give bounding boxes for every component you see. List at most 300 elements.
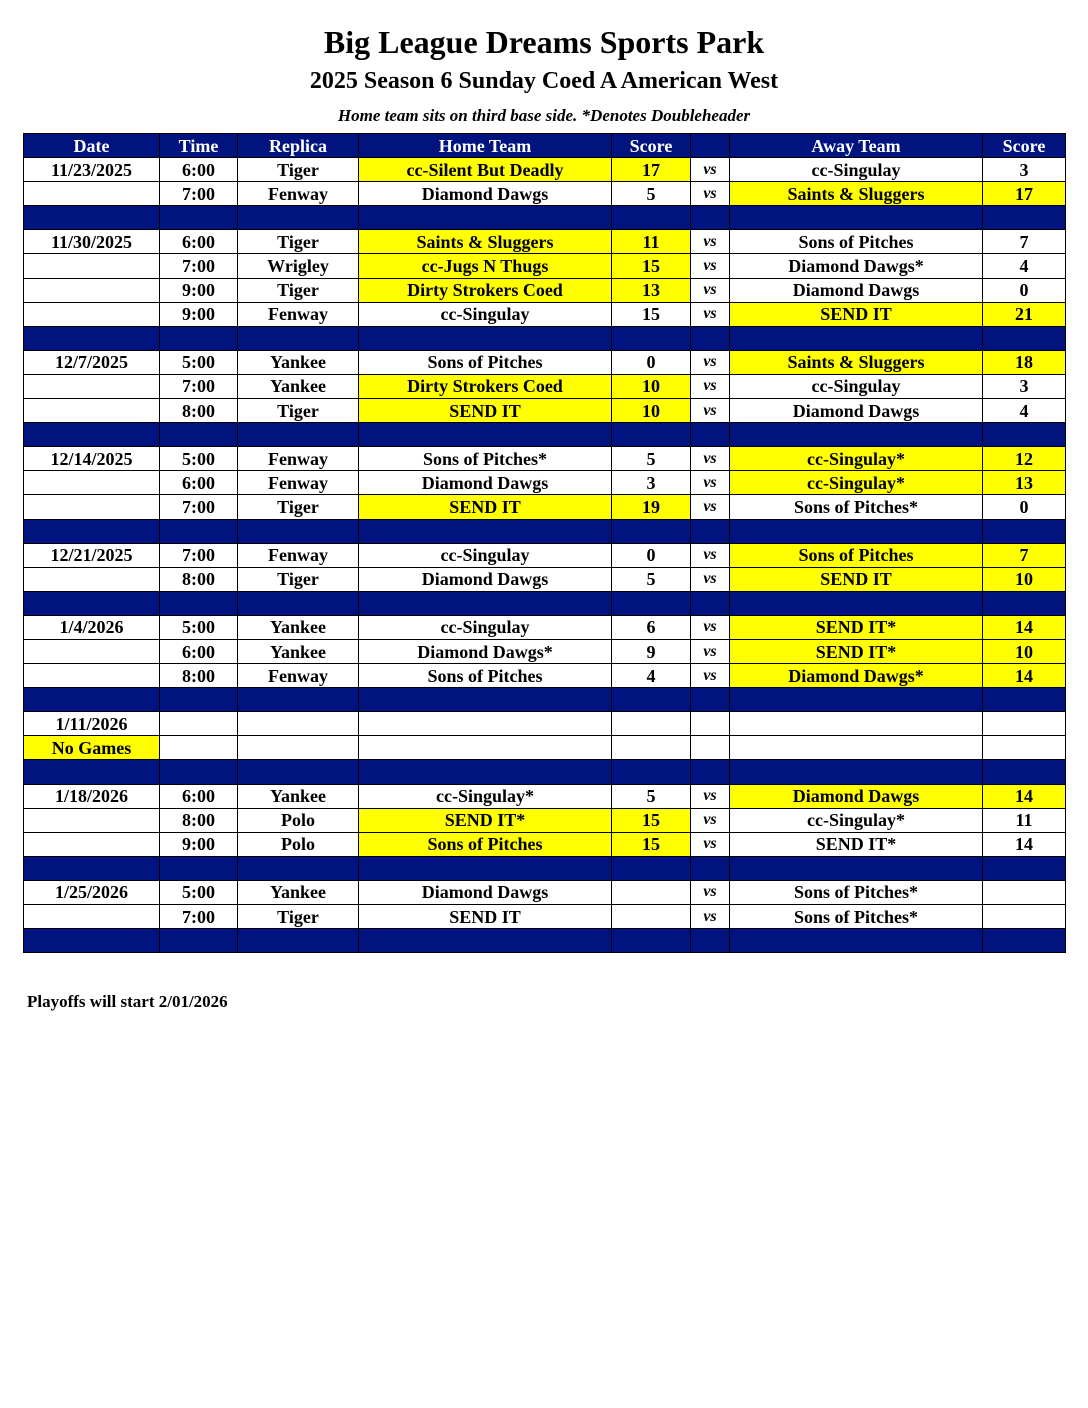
vs-cell: vs (691, 278, 730, 302)
away-score-cell: 0 (983, 495, 1066, 519)
separator-cell (983, 760, 1066, 784)
away-team-cell: cc-Singulay* (730, 808, 983, 832)
home-team-cell: Dirty Strokers Coed (359, 278, 612, 302)
time-cell: 6:00 (160, 784, 238, 808)
vs-cell: vs (691, 230, 730, 254)
separator-row (24, 206, 1066, 230)
home-team-cell: Sons of Pitches (359, 832, 612, 856)
separator-row (24, 856, 1066, 880)
date-cell (24, 302, 160, 326)
date-cell: 12/7/2025 (24, 350, 160, 374)
vs-cell: vs (691, 302, 730, 326)
time-cell: 5:00 (160, 447, 238, 471)
home-score-cell (612, 712, 691, 736)
away-team-cell: Sons of Pitches* (730, 880, 983, 904)
table-row (24, 567, 1066, 591)
time-cell: 8:00 (160, 808, 238, 832)
date-cell: 1/18/2026 (24, 784, 160, 808)
separator-cell (160, 760, 238, 784)
replica-cell: Yankee (238, 784, 359, 808)
replica-cell: Fenway (238, 182, 359, 206)
separator-cell (238, 591, 359, 615)
home-team-cell: cc-Singulay* (359, 784, 612, 808)
replica-cell: Yankee (238, 639, 359, 663)
time-cell: 9:00 (160, 278, 238, 302)
table-row (24, 808, 1066, 832)
home-score-cell: 5 (612, 784, 691, 808)
col-header-replica: Replica (238, 134, 359, 158)
away-team-cell: SEND IT (730, 567, 983, 591)
separator-cell (612, 688, 691, 712)
away-score-cell: 10 (983, 639, 1066, 663)
away-team-cell: cc-Singulay* (730, 471, 983, 495)
table-row (24, 832, 1066, 856)
home-score-cell: 5 (612, 567, 691, 591)
replica-cell: Tiger (238, 567, 359, 591)
separator-cell (24, 326, 160, 350)
separator-cell (160, 519, 238, 543)
home-team-cell: Sons of Pitches* (359, 447, 612, 471)
away-score-cell: 14 (983, 615, 1066, 639)
home-score-cell (612, 736, 691, 760)
away-team-cell (730, 736, 983, 760)
home-score-cell: 5 (612, 182, 691, 206)
home-team-cell: Diamond Dawgs (359, 567, 612, 591)
table-row (24, 374, 1066, 398)
away-team-cell: Diamond Dawgs (730, 278, 983, 302)
date-cell: 11/23/2025 (24, 158, 160, 182)
date-cell (24, 182, 160, 206)
separator-cell (983, 856, 1066, 880)
time-cell (160, 736, 238, 760)
schedule-body (24, 158, 1066, 953)
date-cell (24, 639, 160, 663)
separator-cell (24, 423, 160, 447)
replica-cell: Tiger (238, 399, 359, 423)
date-cell (24, 254, 160, 278)
time-cell: 7:00 (160, 495, 238, 519)
separator-cell (24, 929, 160, 953)
separator-cell (983, 326, 1066, 350)
vs-cell: vs (691, 808, 730, 832)
separator-cell (612, 929, 691, 953)
separator-cell (359, 326, 612, 350)
home-team-cell: Diamond Dawgs (359, 182, 612, 206)
away-score-cell: 3 (983, 158, 1066, 182)
date-cell: 12/14/2025 (24, 447, 160, 471)
separator-cell (238, 423, 359, 447)
separator-cell (160, 206, 238, 230)
home-score-cell: 10 (612, 399, 691, 423)
separator-cell (730, 688, 983, 712)
time-cell: 9:00 (160, 832, 238, 856)
replica-cell: Tiger (238, 495, 359, 519)
vs-cell: vs (691, 495, 730, 519)
home-score-cell: 13 (612, 278, 691, 302)
time-cell: 6:00 (160, 230, 238, 254)
home-team-cell: Dirty Strokers Coed (359, 374, 612, 398)
separator-cell (359, 423, 612, 447)
date-cell (24, 374, 160, 398)
separator-cell (160, 326, 238, 350)
separator-cell (691, 326, 730, 350)
home-team-cell: Sons of Pitches (359, 664, 612, 688)
vs-cell: vs (691, 880, 730, 904)
separator-cell (730, 519, 983, 543)
separator-cell (359, 760, 612, 784)
away-score-cell: 0 (983, 278, 1066, 302)
time-cell: 8:00 (160, 567, 238, 591)
separator-cell (238, 688, 359, 712)
playoffs-note: Playoffs will start 2/01/2026 (27, 992, 228, 1011)
col-header-date: Date (24, 134, 160, 158)
table-row (24, 158, 1066, 182)
away-team-cell: SEND IT (730, 302, 983, 326)
date-cell (24, 471, 160, 495)
vs-cell: vs (691, 182, 730, 206)
separator-cell (24, 688, 160, 712)
separator-cell (691, 591, 730, 615)
table-row (24, 543, 1066, 567)
home-score-cell (612, 880, 691, 904)
separator-cell (359, 856, 612, 880)
separator-cell (238, 206, 359, 230)
vs-cell: vs (691, 567, 730, 591)
replica-cell: Polo (238, 808, 359, 832)
home-score-cell: 0 (612, 543, 691, 567)
separator-cell (238, 326, 359, 350)
separator-cell (24, 591, 160, 615)
replica-cell: Fenway (238, 302, 359, 326)
away-score-cell: 17 (983, 182, 1066, 206)
time-cell: 7:00 (160, 543, 238, 567)
away-score-cell: 18 (983, 350, 1066, 374)
table-row (24, 784, 1066, 808)
separator-cell (359, 929, 612, 953)
table-row (24, 399, 1066, 423)
replica-cell: Tiger (238, 158, 359, 182)
home-score-cell: 15 (612, 808, 691, 832)
home-score-cell: 0 (612, 350, 691, 374)
time-cell: 5:00 (160, 615, 238, 639)
separator-cell (983, 688, 1066, 712)
separator-cell (691, 423, 730, 447)
separator-row (24, 423, 1066, 447)
separator-cell (359, 206, 612, 230)
table-row (24, 712, 1066, 736)
separator-cell (160, 856, 238, 880)
replica-cell: Fenway (238, 471, 359, 495)
separator-row (24, 591, 1066, 615)
away-score-cell (983, 905, 1066, 929)
away-score-cell (983, 736, 1066, 760)
replica-cell: Fenway (238, 543, 359, 567)
away-team-cell: SEND IT* (730, 832, 983, 856)
separator-cell (730, 591, 983, 615)
table-row (24, 302, 1066, 326)
time-cell: 7:00 (160, 905, 238, 929)
time-cell: 5:00 (160, 350, 238, 374)
vs-cell: vs (691, 399, 730, 423)
home-score-cell: 10 (612, 374, 691, 398)
date-cell: 1/4/2026 (24, 615, 160, 639)
separator-cell (238, 760, 359, 784)
away-team-cell: Saints & Sluggers (730, 182, 983, 206)
separator-cell (160, 591, 238, 615)
away-team-cell: Sons of Pitches (730, 230, 983, 254)
away-score-cell: 3 (983, 374, 1066, 398)
date-cell (24, 567, 160, 591)
time-cell: 6:00 (160, 158, 238, 182)
separator-cell (24, 856, 160, 880)
away-score-cell: 14 (983, 784, 1066, 808)
home-team-cell (359, 712, 612, 736)
home-team-cell: cc-Singulay (359, 302, 612, 326)
replica-cell: Tiger (238, 905, 359, 929)
home-team-cell: SEND IT (359, 399, 612, 423)
separator-cell (359, 591, 612, 615)
separator-cell (238, 929, 359, 953)
away-score-cell: 10 (983, 567, 1066, 591)
replica-cell: Yankee (238, 350, 359, 374)
home-team-cell: Diamond Dawgs (359, 471, 612, 495)
away-team-cell: Diamond Dawgs* (730, 254, 983, 278)
home-team-cell: SEND IT* (359, 808, 612, 832)
replica-cell: Wrigley (238, 254, 359, 278)
table-row (24, 736, 1066, 760)
home-team-cell: Saints & Sluggers (359, 230, 612, 254)
replica-cell: Yankee (238, 615, 359, 639)
table-row (24, 880, 1066, 904)
time-cell: 5:00 (160, 880, 238, 904)
home-team-cell: cc-Silent But Deadly (359, 158, 612, 182)
vs-cell: vs (691, 254, 730, 278)
away-score-cell: 21 (983, 302, 1066, 326)
separator-cell (24, 519, 160, 543)
home-score-cell: 4 (612, 664, 691, 688)
separator-row (24, 760, 1066, 784)
table-row (24, 495, 1066, 519)
date-cell: 1/25/2026 (24, 880, 160, 904)
home-score-cell: 19 (612, 495, 691, 519)
vs-cell: vs (691, 158, 730, 182)
home-team-cell: Diamond Dawgs* (359, 639, 612, 663)
home-team-cell: cc-Jugs N Thugs (359, 254, 612, 278)
separator-cell (691, 856, 730, 880)
separator-cell (160, 929, 238, 953)
time-cell: 8:00 (160, 664, 238, 688)
replica-cell: Fenway (238, 664, 359, 688)
home-score-cell: 15 (612, 302, 691, 326)
home-score-cell: 9 (612, 639, 691, 663)
date-cell (24, 278, 160, 302)
away-score-cell: 7 (983, 230, 1066, 254)
date-cell: No Games (24, 736, 160, 760)
separator-cell (612, 519, 691, 543)
separator-cell (730, 423, 983, 447)
away-team-cell: Sons of Pitches* (730, 495, 983, 519)
replica-cell: Tiger (238, 278, 359, 302)
col-header-vs (691, 134, 730, 158)
separator-cell (691, 760, 730, 784)
time-cell: 7:00 (160, 182, 238, 206)
vs-cell: vs (691, 615, 730, 639)
replica-cell (238, 712, 359, 736)
home-team-cell: Diamond Dawgs (359, 880, 612, 904)
away-team-cell (730, 712, 983, 736)
table-row (24, 182, 1066, 206)
date-cell (24, 399, 160, 423)
col-header-away-score: Score (983, 134, 1066, 158)
home-score-cell: 15 (612, 254, 691, 278)
vs-cell: vs (691, 471, 730, 495)
separator-cell (24, 760, 160, 784)
table-row (24, 278, 1066, 302)
table-row (24, 664, 1066, 688)
schedule-table (23, 133, 1066, 953)
separator-cell (983, 206, 1066, 230)
date-cell: 1/11/2026 (24, 712, 160, 736)
separator-cell (612, 423, 691, 447)
date-cell (24, 808, 160, 832)
separator-row (24, 519, 1066, 543)
table-row (24, 254, 1066, 278)
table-row (24, 350, 1066, 374)
home-team-cell: cc-Singulay (359, 543, 612, 567)
table-row (24, 447, 1066, 471)
vs-cell: vs (691, 664, 730, 688)
separator-cell (730, 206, 983, 230)
separator-cell (612, 591, 691, 615)
col-header-away-team: Away Team (730, 134, 983, 158)
away-score-cell: 11 (983, 808, 1066, 832)
away-team-cell: Diamond Dawgs (730, 784, 983, 808)
vs-cell: vs (691, 350, 730, 374)
home-team-cell: SEND IT (359, 905, 612, 929)
away-team-cell: Saints & Sluggers (730, 350, 983, 374)
away-score-cell (983, 880, 1066, 904)
separator-cell (359, 688, 612, 712)
home-team-cell: SEND IT (359, 495, 612, 519)
separator-cell (983, 591, 1066, 615)
home-score-cell: 17 (612, 158, 691, 182)
vs-cell: vs (691, 832, 730, 856)
separator-row (24, 929, 1066, 953)
replica-cell: Tiger (238, 230, 359, 254)
home-score-cell: 6 (612, 615, 691, 639)
date-cell: 11/30/2025 (24, 230, 160, 254)
separator-row (24, 326, 1066, 350)
replica-cell: Fenway (238, 447, 359, 471)
replica-cell: Polo (238, 832, 359, 856)
time-cell: 6:00 (160, 471, 238, 495)
time-cell: 6:00 (160, 639, 238, 663)
time-cell: 9:00 (160, 302, 238, 326)
separator-cell (612, 326, 691, 350)
home-team-cell: Sons of Pitches (359, 350, 612, 374)
date-cell (24, 905, 160, 929)
separator-cell (160, 423, 238, 447)
page-title: Big League Dreams Sports Park (323, 24, 765, 60)
separator-cell (612, 856, 691, 880)
away-team-cell: cc-Singulay (730, 158, 983, 182)
away-team-cell: Diamond Dawgs* (730, 664, 983, 688)
away-score-cell: 4 (983, 254, 1066, 278)
home-score-cell: 5 (612, 447, 691, 471)
vs-cell: vs (691, 447, 730, 471)
time-cell: 7:00 (160, 254, 238, 278)
separator-cell (691, 519, 730, 543)
table-row (24, 471, 1066, 495)
date-cell: 12/21/2025 (24, 543, 160, 567)
separator-cell (691, 206, 730, 230)
separator-cell (238, 856, 359, 880)
separator-cell (691, 929, 730, 953)
col-header-home-score: Score (612, 134, 691, 158)
home-team-cell: cc-Singulay (359, 615, 612, 639)
vs-cell: vs (691, 543, 730, 567)
time-cell: 7:00 (160, 374, 238, 398)
away-score-cell: 13 (983, 471, 1066, 495)
away-team-cell: Diamond Dawgs (730, 399, 983, 423)
away-score-cell (983, 712, 1066, 736)
time-cell (160, 712, 238, 736)
home-score-cell: 11 (612, 230, 691, 254)
away-team-cell: Sons of Pitches (730, 543, 983, 567)
replica-cell (238, 736, 359, 760)
home-score-cell: 15 (612, 832, 691, 856)
date-cell (24, 664, 160, 688)
page-subtitle: 2025 Season 6 Sunday Coed A American West (309, 68, 779, 94)
separator-cell (238, 519, 359, 543)
separator-cell (160, 688, 238, 712)
date-cell (24, 495, 160, 519)
separator-cell (983, 929, 1066, 953)
separator-cell (612, 760, 691, 784)
separator-cell (730, 326, 983, 350)
away-team-cell: SEND IT* (730, 639, 983, 663)
vs-cell: vs (691, 784, 730, 808)
away-team-cell: cc-Singulay (730, 374, 983, 398)
col-header-time: Time (160, 134, 238, 158)
date-cell (24, 832, 160, 856)
separator-cell (983, 519, 1066, 543)
col-header-home-team: Home Team (359, 134, 612, 158)
table-row (24, 905, 1066, 929)
away-score-cell: 4 (983, 399, 1066, 423)
separator-cell (359, 519, 612, 543)
away-score-cell: 7 (983, 543, 1066, 567)
separator-cell (612, 206, 691, 230)
table-header-row (24, 134, 1066, 158)
vs-cell (691, 712, 730, 736)
home-team-cell (359, 736, 612, 760)
home-score-cell (612, 905, 691, 929)
away-team-cell: Sons of Pitches* (730, 905, 983, 929)
separator-row (24, 688, 1066, 712)
replica-cell: Yankee (238, 374, 359, 398)
table-row (24, 230, 1066, 254)
away-score-cell: 12 (983, 447, 1066, 471)
table-row (24, 639, 1066, 663)
separator-cell (730, 856, 983, 880)
time-cell: 8:00 (160, 399, 238, 423)
away-team-cell: SEND IT* (730, 615, 983, 639)
away-team-cell: cc-Singulay* (730, 447, 983, 471)
vs-cell: vs (691, 374, 730, 398)
vs-cell: vs (691, 639, 730, 663)
separator-cell (691, 688, 730, 712)
